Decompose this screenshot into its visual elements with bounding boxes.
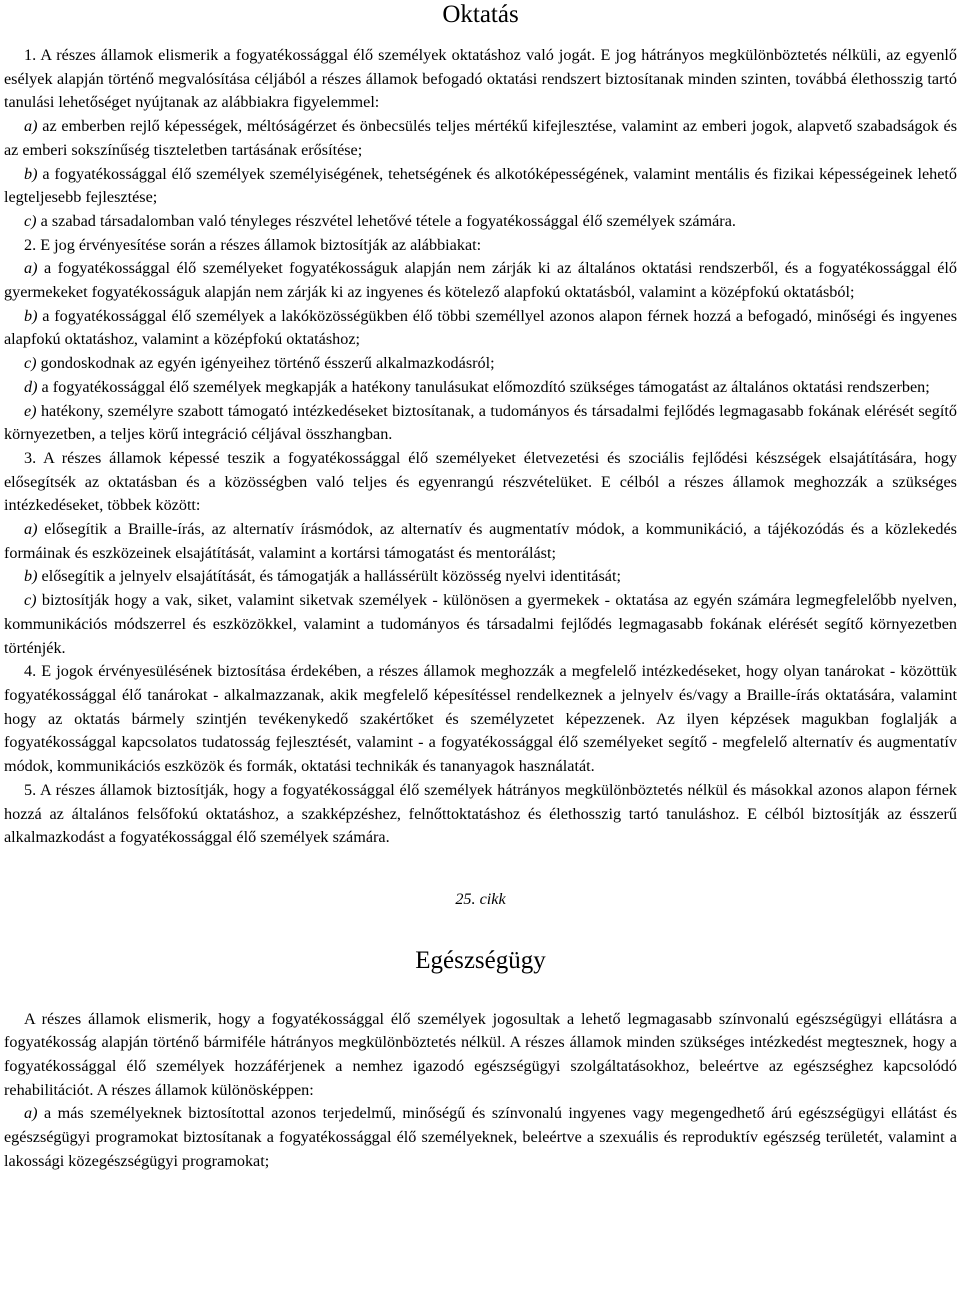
list-item xyxy=(4,352,957,376)
paragraph-3: 3. A részes államok képessé teszik a fogyatékossággal élő személyeket életvezetési és szociális fejlődési készségek elsajátítására, hogy elősegítsék az oktatásban és a közösségben való teljes és egyenrangú részvételüket. E célból a részes államok meghozzák a szükséges intézkedéseket, többek között: xyxy=(4,448,957,515)
item-text: elősegítik a Braille-írás, az alternatív írásmódok, az alternatív és augmentatív módok, a kommunikáció, a tájékozódás és a közlekedés formáinak és eszközeinek elsajátítását, valamint a kortársi támogatást és mentorálást; xyxy=(4,520,957,562)
section-title-oktatas: Oktatás xyxy=(442,1,519,28)
list-item xyxy=(4,1102,957,1173)
item-marker: c) xyxy=(24,591,37,610)
item-text: a más személyeknek biztosítottal azonos terjedelmű, minőségű és színvonalú ingyenes vagy megengedhető árú egészségügyi ellátást és egészségügyi programokat biztosítanak a fogyatékossággal élő személyeknek, beleértve a szexuális és reproduktív egészség területét, valamint a lakossági közegészségügyi programokat; xyxy=(4,1104,957,1170)
item-marker: b) xyxy=(24,164,38,183)
list-item xyxy=(4,565,957,589)
item-text: biztosítják hogy a vak, siket, valamint siketvak személyek - különösen a gyermekek - oktatása az egyén számára legmegfelelőbb nyelven, kommunikációs módszerrel és eszközökkel, valamint a tudományos és társadalmi fejlődés legmagasabb fokának elérését segítő környezetben történjék. xyxy=(4,591,957,657)
paragraph-1: 1. A részes államok elismerik a fogyatékossággal élő személyek oktatáshoz való jogát. E jog hátrányos megkülönböztetés nélküli, az egyenlő esélyek alapján történő megvalósítása céljából a részes államok befogadó oktatási rendszert biztosítanak minden szinten, továbbá élethosszig tartó tanulási lehetőséget nyújtanak az alábbiakra figyelemmel: xyxy=(4,46,957,112)
item-text: hatékony, személyre szabott támogató intézkedéseket biztosítanak, a tudományos és társadalmi fejlődés legmagasabb fokának elérését segítő környezetben, a teljes körű integráció céljával összhangban. xyxy=(4,401,957,444)
item-marker: a) xyxy=(24,259,38,278)
item-text: a fogyatékossággal élő személyek személyiségének, tehetségének és alkotóképességének, valamint mentális és fizikai képességeinek lehető legteljesebb fejlesztése; xyxy=(4,164,957,207)
item-text: gondoskodnak az egyén igényeihez történő ésszerű alkalmazkodásról; xyxy=(36,354,495,373)
list-item xyxy=(4,589,957,660)
paragraph-2: 2. E jog érvényesítése során a részes államok biztosítják az alábbiakat: xyxy=(24,235,482,254)
item-text: az emberben rejlő képességek, méltóságérzet és önbecsülés teljes mértékű kifejlesztése, valamint az emberi jogok, alapvető szabadságok és az emberi sokszínűség tiszteletben tartásának erősítése; xyxy=(4,117,957,159)
section-title-egeszsegugy: Egészségügy xyxy=(415,946,546,974)
list-item xyxy=(4,115,957,162)
item-text: a fogyatékossággal élő személyeket fogyatékosságuk alapján nem zárják ki az általános oktatási rendszerből, és a fogyatékossággal élő gyermekeket fogyatékosságuk alapján nem zárják ki az ingyenes és kötelező alapfokú oktatásból, valamint a középfokú oktatásból; xyxy=(4,259,957,302)
list-item xyxy=(4,163,957,210)
list-item xyxy=(4,376,957,400)
item-text: a fogyatékossággal élő személyek a lakóközösségükben élő többi személlyel azonos alapon férnek hozzá a befogadó, minőségi és ingyenes alapfokú oktatáshoz, valamint a középfokú oktatáshoz; xyxy=(4,306,957,349)
list-item xyxy=(4,518,957,565)
document-page xyxy=(4,0,957,1174)
item-marker: c) xyxy=(24,211,37,230)
list-item xyxy=(4,305,957,352)
item-marker: e) xyxy=(24,401,37,420)
article-number: 25. cikk xyxy=(455,889,506,908)
item-marker: b) xyxy=(24,567,38,586)
item-marker: c) xyxy=(24,354,37,373)
list-item xyxy=(4,400,957,447)
list-item xyxy=(4,257,957,304)
item-text: elősegítik a jelnyelv elsajátítását, és támogatják a hallássérült közösség nyelvi identitását; xyxy=(37,567,621,586)
item-text: a fogyatékossággal élő személyek megkapják a hatékony tanulásukat előmozdító szükséges támogatást az általános oktatási rendszerben; xyxy=(37,377,930,396)
item-marker: a) xyxy=(24,520,38,539)
paragraph-5: 5. A részes államok biztosítják, hogy a fogyatékossággal élő személyek hátrányos megkülönböztetés nélkül és másokkal azonos alapon férnek hozzá az általános felsőfokú oktatáshoz, a szakképzéshez, felnőttoktatáshoz és élethosszig tartó tanuláshoz. E célból biztosítják az ésszerű alkalmazkodást a fogyatékossággal élő személyek számára. xyxy=(4,780,957,847)
item-text: a szabad társadalomban való tényleges részvétel lehetővé tétele a fogyatékossággal élő személyek számára. xyxy=(36,211,736,230)
item-marker: b) xyxy=(24,306,38,325)
item-marker: a) xyxy=(24,117,38,136)
paragraph-health-intro: A részes államok elismerik, hogy a fogyatékossággal élő személyek jogosultak a lehető legmagasabb színvonalú egészségügyi ellátásra a fogyatékosság alapján történő bármiféle hátrányos megkülönböztetés nélkül. A részes államok minden szükséges intézkedést megtesznek, hogy a fogyatékossággal élő személyek hozzáférjenek a nemhez igazodó egészségügyi szolgáltatásokhoz, beleértve az egészséghez kapcsolódó rehabilitációt. A részes államok különösképpen: xyxy=(4,1009,957,1099)
paragraph-4: 4. E jogok érvényesülésének biztosítása érdekében, a részes államok meghozzák a megfelelő intézkedéseket, hogy olyan tanárokat - közöttük fogyatékossággal élő tanárokat - alkalmazzanak, akik megfelelő képesítéssel rendelkeznek a jelnyelv és/vagy a Braille-írás oktatására, valamint hogy az oktatás bármely szintjén tevékenykedő szakértőket és személyzetet képezzenek. Az ilyen képzések magukban foglalják a fogyatékossággal kapcsolatos tudatosság fejlesztését, valamint - a fogyatékossággal élő személyeket segítő - megfelelő alternatív és augmentatív módok, kommunikációs eszközök és formák, oktatási technikák és tananyagok használatát. xyxy=(4,662,957,776)
list-item xyxy=(4,210,957,234)
item-marker: a) xyxy=(24,1104,38,1123)
item-marker: d) xyxy=(24,377,38,396)
